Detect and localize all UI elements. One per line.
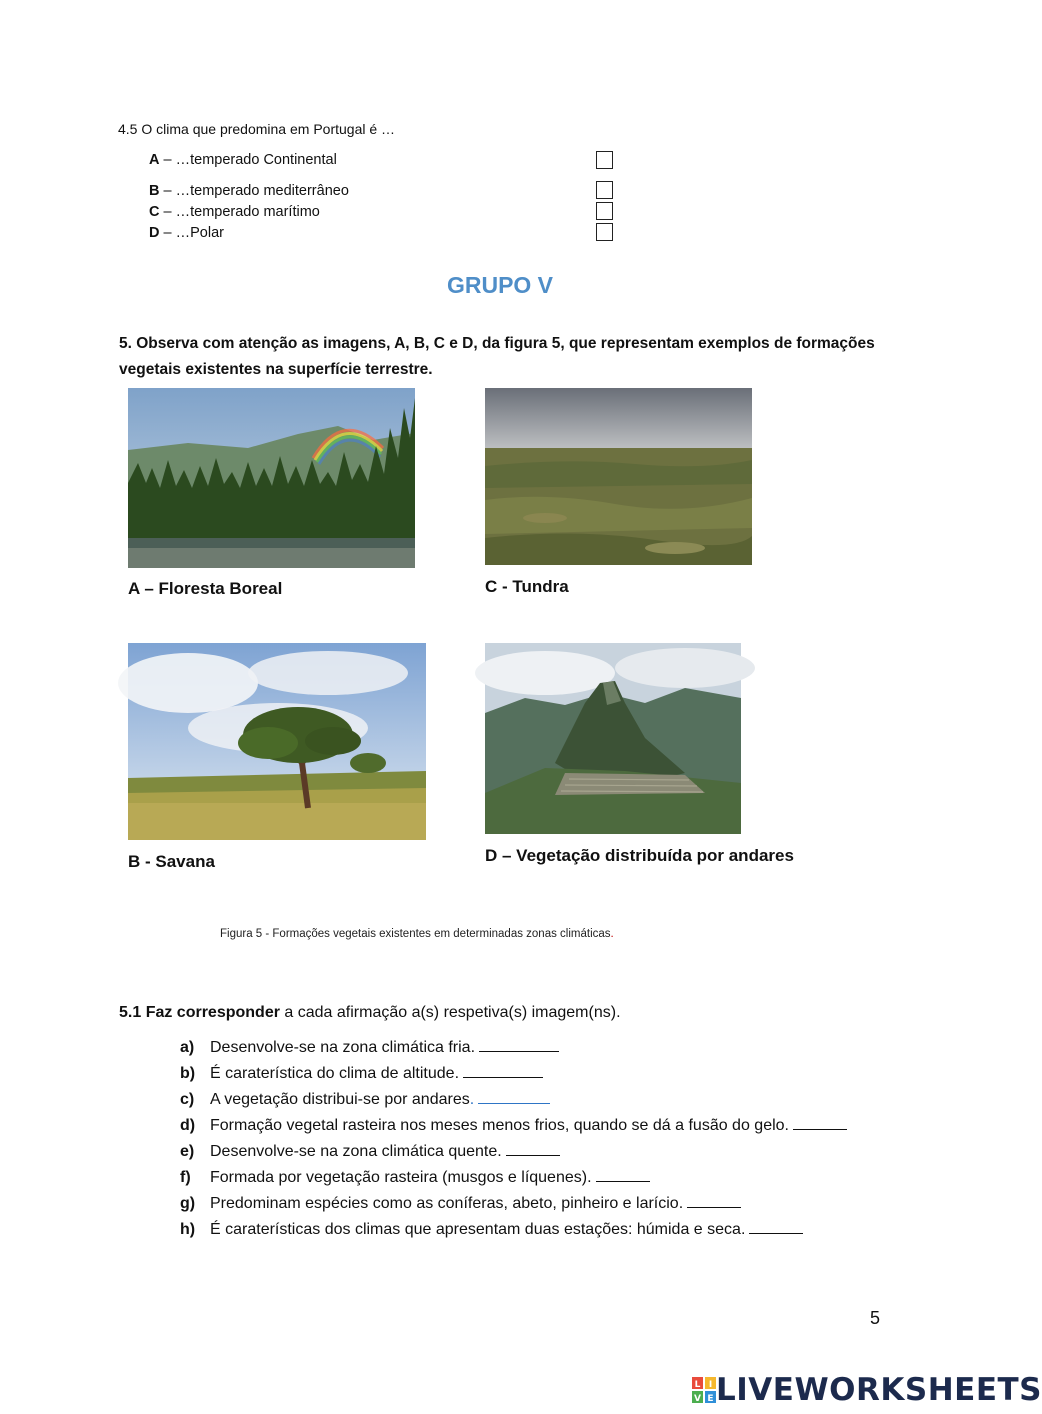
match-item-e: [180, 1141, 560, 1165]
question-5-text: 5. Observa com atenção as imagens, A, B, C e D, da figura 5, que representam exemplos de formações vegetais existentes na superfície terrestre.: [119, 335, 875, 378]
liveworksheets-logo[interactable]: [692, 1372, 1042, 1408]
match-item-h: [180, 1219, 803, 1243]
live-badge-letter-l: L: [694, 1380, 701, 1390]
option-a-text: – …temperado Continental: [159, 152, 337, 168]
match-item-letter: c): [180, 1091, 195, 1108]
answer-blank-h[interactable]: [749, 1219, 803, 1234]
option-d: [149, 225, 224, 241]
match-item-d: [180, 1115, 847, 1139]
option-a: [149, 152, 337, 168]
live-badge-icon: [692, 1377, 716, 1403]
question-5-1-bold: 5.1 Faz corresponder: [119, 1004, 280, 1021]
answer-blank-g[interactable]: [687, 1193, 741, 1208]
image-d-altitude-vegetation: [485, 643, 741, 834]
image-c-tundra: [485, 388, 752, 565]
option-b-text: – …temperado mediterrâneo: [159, 183, 349, 199]
option-d-letter: D: [149, 225, 160, 241]
match-item-letter: b): [180, 1065, 196, 1082]
match-item-text: É caraterísticas dos climas que apresentam duas estações: húmida e seca.: [210, 1221, 746, 1238]
match-item-g: [180, 1193, 741, 1217]
option-d-text: – …Polar: [159, 225, 224, 241]
option-d-checkbox[interactable]: [596, 223, 613, 241]
image-a-boreal-forest: [128, 388, 415, 568]
option-a-checkbox[interactable]: [596, 151, 613, 169]
boreal-forest-illustration: [128, 388, 415, 568]
match-item-text: Desenvolve-se na zona climática quente.: [210, 1143, 502, 1160]
match-item-text: Predominam espécies como as coníferas, abeto, pinheiro e larício.: [210, 1195, 684, 1212]
option-b-checkbox[interactable]: [596, 181, 613, 199]
answer-blank-e[interactable]: [506, 1141, 560, 1156]
option-c-letter: C: [149, 204, 160, 220]
match-item-letter: d): [180, 1117, 196, 1134]
match-item-letter: f): [180, 1169, 191, 1186]
match-item-b: [180, 1063, 543, 1087]
option-c: [149, 204, 320, 220]
live-badge-letter-e: E: [707, 1394, 714, 1404]
match-item-text: Formada por vegetação rasteira (musgos e líquenes).: [210, 1169, 592, 1186]
question-4-5-prompt: 4.5 O clima que predomina em Portugal é …: [118, 121, 396, 137]
match-item-letter: a): [180, 1039, 195, 1056]
match-item-letter: e): [180, 1143, 195, 1160]
match-item-suffix: .: [469, 1091, 475, 1108]
answer-blank-d[interactable]: [793, 1115, 847, 1130]
page-number: 5: [870, 1308, 881, 1328]
option-c-text: – …temperado marítimo: [159, 204, 320, 220]
match-item-text: É caraterística do clima de altitude.: [210, 1065, 460, 1082]
figure-caption: [220, 928, 614, 940]
match-item-a: [180, 1037, 559, 1061]
match-item-letter: g): [180, 1195, 196, 1212]
image-d-caption: D – Vegetação distribuída por andares: [485, 846, 794, 865]
option-c-checkbox[interactable]: [596, 202, 613, 220]
figure-caption-dot: .: [610, 928, 614, 940]
match-item-text: Desenvolve-se na zona climática fria.: [210, 1039, 476, 1056]
answer-blank-a[interactable]: [479, 1037, 559, 1052]
match-item-text: A vegetação distribui-se por andares: [210, 1091, 470, 1108]
tundra-illustration: [485, 388, 752, 565]
image-b-savanna: [128, 643, 426, 840]
live-badge-letter-i: I: [708, 1380, 713, 1390]
image-b-caption: B - Savana: [128, 852, 215, 871]
match-item-c: [180, 1089, 550, 1113]
mountain-illustration: [485, 643, 741, 834]
match-item-f: [180, 1167, 650, 1191]
option-a-letter: A: [149, 152, 160, 168]
logo-text: LIVEWORKSHEETS: [716, 1372, 1042, 1408]
figure-caption-text: Figura 5 - Formações vegetais existentes em determinadas zonas climáticas: [220, 928, 611, 940]
answer-blank-f[interactable]: [596, 1167, 650, 1182]
match-item-text: Formação vegetal rasteira nos meses menos frios, quando se dá a fusão do gelo.: [210, 1117, 789, 1134]
savanna-illustration: [128, 643, 426, 840]
answer-blank-c[interactable]: [478, 1089, 550, 1104]
answer-blank-b[interactable]: [463, 1063, 543, 1078]
question-5-1-prompt: [119, 1004, 621, 1022]
question-5-1-rest: a cada afirmação a(s) respetiva(s) imagem(ns).: [279, 1004, 621, 1021]
option-b-letter: B: [149, 183, 160, 199]
match-item-letter: h): [180, 1221, 196, 1238]
group-title: GRUPO V: [446, 272, 554, 298]
option-b: [149, 183, 349, 199]
image-c-caption: C - Tundra: [485, 577, 569, 596]
image-a-caption: A – Floresta Boreal: [128, 579, 283, 598]
live-badge-letter-v: V: [694, 1394, 701, 1404]
